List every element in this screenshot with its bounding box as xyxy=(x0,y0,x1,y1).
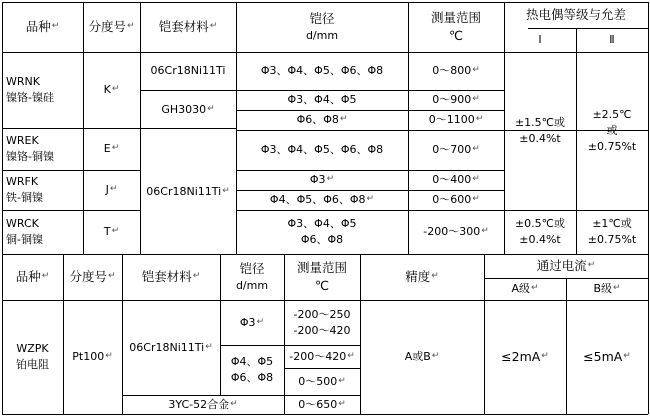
t1-variety-wrfk: WRFK 铁-铜镍 xyxy=(6,175,43,204)
t1-range-1: 0～800 ↵ xyxy=(432,64,480,78)
t2-diameter-1: Φ3 ↵ xyxy=(239,315,265,329)
t1-range-7: -200～300 ↵ xyxy=(423,225,489,239)
t2-header-range: 测量范围 ℃ xyxy=(296,259,347,293)
t1-grade-e: E ↵ xyxy=(103,142,120,156)
t1-grade-j: J ↵ xyxy=(105,183,118,197)
t2-header-diameter: 铠径 d/mm xyxy=(235,260,269,293)
t1-header-diameter: 铠径 d/mm xyxy=(305,10,339,43)
t1-header-sheath: 铠套材料 ↵ xyxy=(158,18,218,34)
t1-variety-wrek: WREK 镍铬-铜镍 xyxy=(6,134,54,163)
t1-diameter-7: Φ3、Φ4、Φ5 Φ6、Φ8 xyxy=(287,217,357,246)
t1-tolerance-k-class-1: ±1.5℃或 ±0.4%t xyxy=(514,116,566,145)
t2-precision: A或B ↵ xyxy=(404,350,440,364)
t2-variety-wzpk: WZPK 铂电阻 xyxy=(16,342,49,371)
t2-header-current: 通过电流 ↵ xyxy=(536,257,596,273)
t1-header-tol-class-1: Ⅰ xyxy=(538,33,542,47)
t1-range-5: 0～400 ↵ xyxy=(432,173,480,187)
t2-sheath-a: 06Cr18Ni11Ti ↵ xyxy=(129,340,213,354)
t1-diameter-4: Φ3、Φ4、Φ5、Φ6、Φ8 xyxy=(260,143,384,157)
t1-tolerance-t-class-2: ±1℃或 ±0.75%t xyxy=(587,217,637,246)
t2-header-grade: 分度号 ↵ xyxy=(69,268,116,284)
t1-header-variety: 品种 ↵ xyxy=(25,18,60,34)
t2-header-variety: 品种 ↵ xyxy=(15,268,50,284)
t1-sheath-a: 06Cr18Ni11Ti xyxy=(150,64,226,78)
t2-header-class-a: A级 ↵ xyxy=(511,282,539,296)
t1-sheath-c: 06Cr18Ni11Ti ↵ xyxy=(146,185,230,199)
t1-sheath-b: GH3030 ↵ xyxy=(161,103,215,117)
t2-current-b: ≤5mA ↵ xyxy=(583,348,631,364)
t1-range-4: 0～700 ↵ xyxy=(432,143,480,157)
t2-range-3: -200～420 ↵ xyxy=(289,349,355,363)
t1-range-3: 0～1100 ↵ xyxy=(428,113,484,127)
t2-header-sheath: 铠套材料 ↵ xyxy=(141,268,201,284)
t2-range-5: 0～650 ↵ xyxy=(298,397,346,411)
t1-variety-wrck: WRCK 铜-铜镍 xyxy=(6,217,43,246)
t1-grade-k: K ↵ xyxy=(103,83,120,97)
t2-diameter-2: Φ4、Φ5 Φ6、Φ8 xyxy=(230,355,274,384)
t2-header-class-b: B级 ↵ xyxy=(593,282,621,296)
t1-range-6: 0～600 ↵ xyxy=(432,193,480,207)
t1-header-tol-class-2: Ⅱ xyxy=(609,33,615,47)
t1-tolerance-t-class-1: ±0.5℃或 ±0.4%t xyxy=(514,217,566,246)
t2-range-1: -200～250 -200～420 xyxy=(293,307,351,337)
t2-range-4: 0～500 ↵ xyxy=(298,374,346,388)
t1-variety-wrnk: WRNK 镍铬-镍硅 xyxy=(6,75,54,104)
t1-diameter-6: Φ4、Φ5、Φ6、Φ8 ↵ xyxy=(269,193,375,207)
t1-header-tolerance: 热电偶等级与允差 xyxy=(525,6,626,22)
t1-header-range: 测量范围 ℃ xyxy=(430,9,481,43)
t1-header-grade: 分度号 ↵ xyxy=(88,18,135,34)
t2-header-precision: 精度 ↵ xyxy=(405,268,439,284)
t2-grade-pt100: Pt100 ↵ xyxy=(72,350,113,364)
t1-diameter-5: Φ3 ↵ xyxy=(309,173,335,187)
t1-range-2: 0～900 ↵ xyxy=(432,93,480,107)
t1-diameter-2: Φ3、Φ4、Φ5 xyxy=(287,93,357,107)
t2-current-a: ≤2mA ↵ xyxy=(501,348,549,364)
t1-tolerance-k-class-2: ±2.5℃ 或 ±0.75%t xyxy=(587,108,637,153)
t1-grade-t: T ↵ xyxy=(103,225,120,239)
t2-sheath-b: 3YC-52合金 ↵ xyxy=(168,397,238,411)
t1-diameter-1: Φ3、Φ4、Φ5、Φ6、Φ8 xyxy=(260,64,384,78)
t1-diameter-3: Φ6、Φ8 ↵ xyxy=(296,113,348,127)
